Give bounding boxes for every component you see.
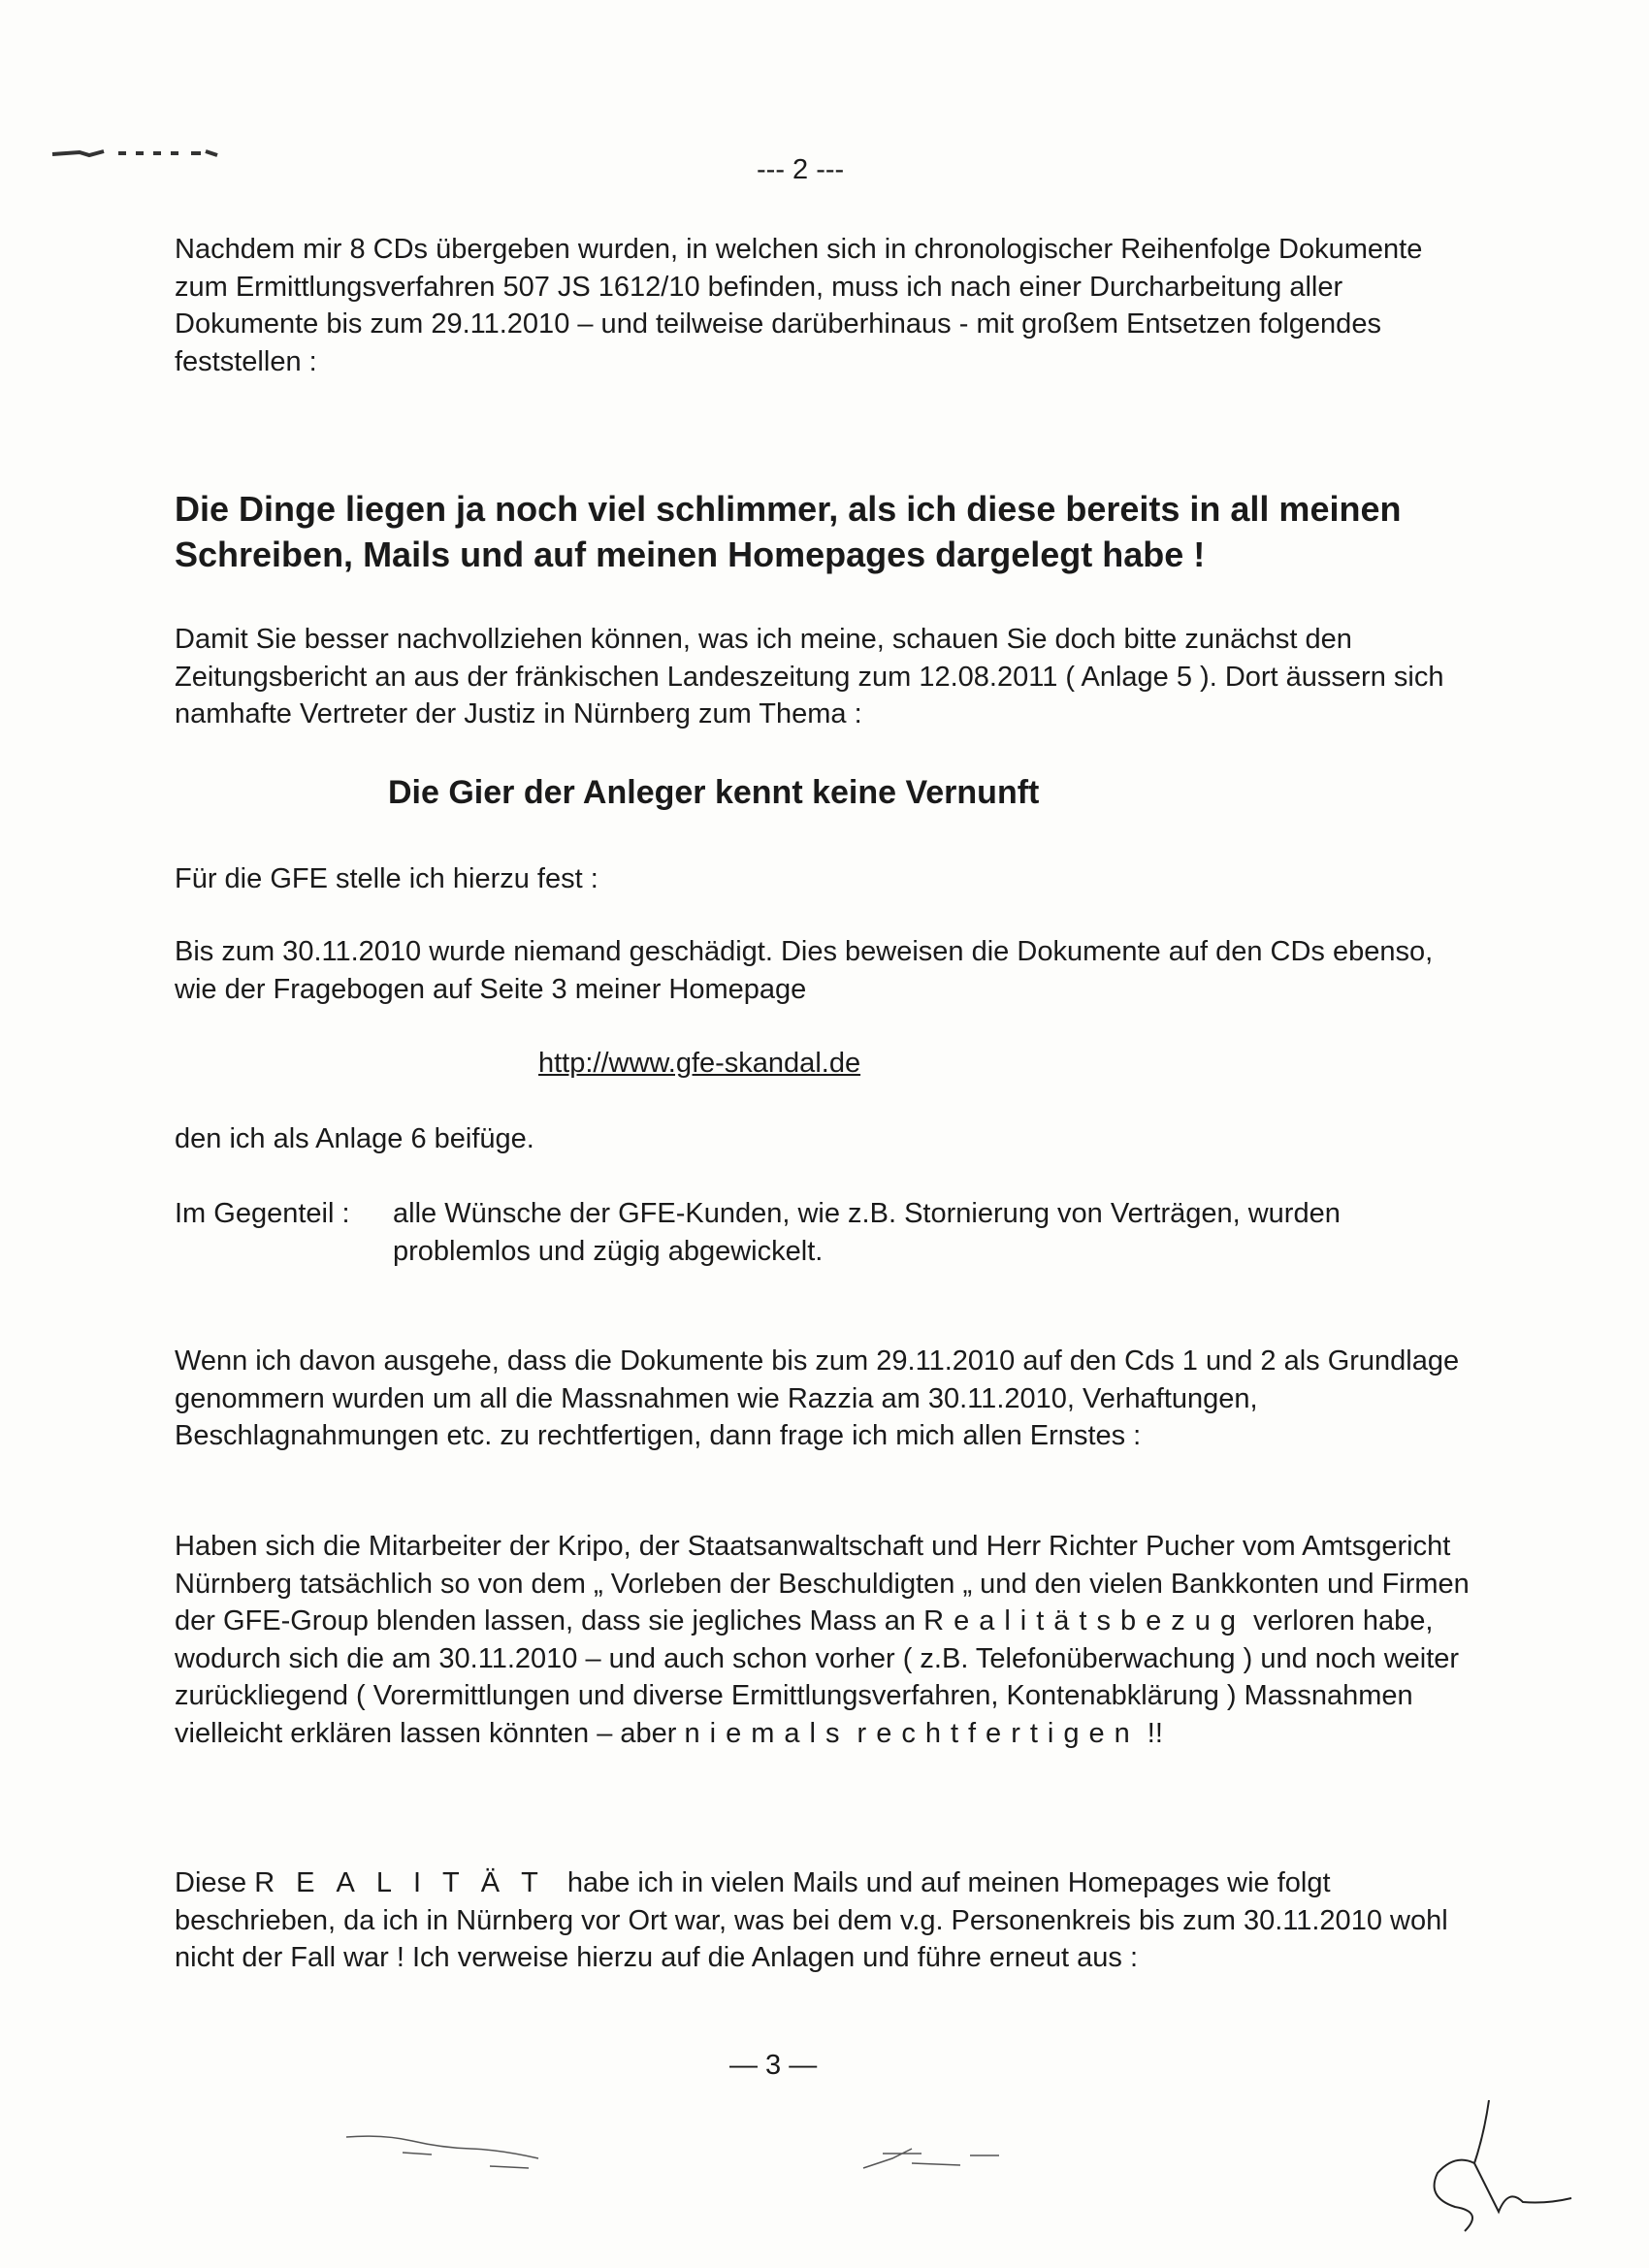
paragraph-reality-part-2: habe ich in vielen Mails und auf meinen Homepages wie folgt beschrieben, da ich in Nürnberg vor Ort war, was bei dem v.g. Personenkreis bis zum 30.11.2010 wohl nicht der Fall war ! Ich verweise hierzu auf die Anlagen und führe erneut aus : <box>175 1867 1448 1973</box>
page-number-footer: — 3 — <box>729 2050 818 2081</box>
paragraph-reality <box>175 1864 1474 1977</box>
paragraph-question-part-3: !! <box>1139 1717 1163 1749</box>
paragraph-customer-wishes: alle Wünsche der GFE-Kunden, wie z.B. Stornierung von Verträgen, wurden problemlos und zügig abgewickelt. <box>393 1198 1341 1267</box>
paragraph-question <box>175 1528 1474 1752</box>
bold-statement: Die Dinge liegen ja noch viel schlimmer, als ich diese bereits in all meinen Schreiben, Mails und auf meinen Homepages dargelegt habe ! <box>175 489 1402 574</box>
spaced-word-niemals: niemals <box>684 1717 850 1749</box>
paragraph-gfe-statement: Für die GFE stelle ich hierzu fest : <box>175 863 598 894</box>
newspaper-headline: Die Gier der Anleger kennt keine Vernunft <box>388 774 1040 811</box>
scan-artifact-mark <box>50 146 220 159</box>
scan-artifact-scribble-middle <box>854 2134 1018 2178</box>
page-number-header: --- 2 --- <box>757 154 845 185</box>
spaced-word-rechtfertigen: rechtfertigen <box>857 1717 1140 1749</box>
paragraph-no-damage: Bis zum 30.11.2010 wurde niemand geschädigt. Dies beweisen die Dokumente auf den CDs ebenso, wie der Fragebogen auf Seite 3 meiner Homepage <box>175 936 1434 1005</box>
on-the-contrary-label: Im Gegenteil : <box>175 1198 350 1229</box>
signature <box>1416 2095 1581 2241</box>
scan-artifact-scribble-left <box>344 2129 567 2178</box>
paragraph-question-part-2: verloren habe, wodurch sich die am 30.11.2010 – und auch schon vorher ( z.B. Telefonüberwachung ) und noch weiter zurückliegend ( Vorermittlungen und diverse Ermittlungsverfahren, Kontenabklärung ) Massnahmen vielleicht erklären lassen könnten – aber <box>175 1605 1460 1749</box>
paragraph-newspaper-reference: Damit Sie besser nachvollziehen können, was ich meine, schauen Sie doch bitte zunächst den Zeitungsbericht an aus der fränkischen Landeszeitung zum 12.08.2011 ( Anlage 5 ). Dort äussern sich namhafte Vertreter der Justiz in Nürnberg zum Thema : <box>175 624 1444 729</box>
spaced-word-realitaetsbezug: Realitätsbezug <box>923 1605 1245 1636</box>
paragraph-assumption: Wenn ich davon ausgehe, dass die Dokumente bis zum 29.11.2010 auf den Cds 1 und 2 als Grundlage genommern wurden um all die Massnahmen wie Razzia am 30.11.2010, Verhaftungen, Beschlagnahmungen etc. zu rechtfertigen, dann frage ich mich allen Ernstes : <box>175 1345 1460 1451</box>
homepage-link[interactable]: http://www.gfe-skandal.de <box>538 1048 861 1079</box>
paragraph-attachment-6: den ich als Anlage 6 beifüge. <box>175 1123 534 1154</box>
paragraph-question-part-1: Haben sich die Mitarbeiter der Kripo, der Staatsanwaltschaft und Herr Richter Pucher vom Amtsgericht Nürnberg tatsächlich so von dem „ Vorleben der Beschuldigten „ und den vielen Bankkonten und Firmen der GFE-Group blenden lassen, dass sie jegliches Mass an <box>175 1531 1470 1636</box>
paragraph-intro: Nachdem mir 8 CDs übergeben wurden, in welchen sich in chronologischer Reihenfolge Dokumente zum Ermittlungsverfahren 507 JS 1612/10 befinden, muss ich nach einer Durcharbeitung aller Dokumente bis zum 29.11.2010 – und teilweise darüberhinaus - mit großem Entsetzen folgendes feststellen : <box>175 234 1423 377</box>
paragraph-reality-part-1: Diese <box>175 1867 255 1898</box>
spaced-word-realitaet: REALITÄT <box>254 1867 560 1898</box>
